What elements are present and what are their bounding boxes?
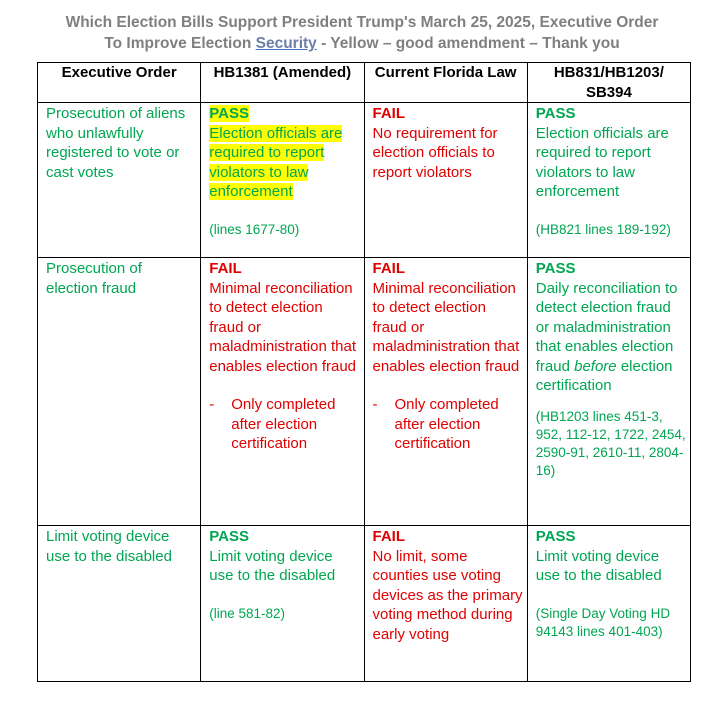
florida-cell	[364, 103, 527, 258]
status-badge: FAIL	[372, 260, 405, 277]
header-hb1381: HB1381 (Amended)	[201, 63, 364, 103]
title-line-1: Which Election Bills Support President Trump's March 25, 2025, Executive Order	[65, 14, 659, 31]
hb1381-cell	[201, 526, 364, 682]
bullet-dash: -	[372, 396, 378, 413]
cell-text-pre: Daily reconciliation to detect election fraud or maladministration that enables election fraud	[535, 279, 678, 375]
line-reference: (Single Day Voting HD 94143 lines 401-403)	[535, 605, 671, 639]
hb1381-cell	[201, 258, 364, 526]
line-reference: (HB821 lines 189-192)	[535, 221, 671, 237]
title-line-2-pre: To Improve Election	[104, 35, 256, 52]
bullet-text: Only completed after election certification	[231, 396, 336, 452]
cell-text: Minimal reconciliation to detect election fraud or maladministration that enables election fraud	[209, 279, 357, 375]
list-item	[373, 395, 523, 454]
line-reference: (HB1203 lines 451-3, 952, 112-12, 1722, 2454, 2590-91, 2610-11, 2804-16)	[535, 408, 686, 478]
cell-text: Limit voting device use to the disabled	[209, 547, 336, 584]
cell-text: Limit voting device use to the disabled	[535, 547, 662, 584]
florida-cell	[364, 258, 527, 526]
header-florida-law: Current Florida Law	[364, 63, 527, 103]
list-item	[209, 395, 359, 454]
bullet-text: Only completed after election certification	[394, 396, 499, 452]
hb831-cell	[527, 258, 690, 526]
cell-text	[536, 279, 686, 396]
status-badge: PASS	[209, 528, 249, 545]
hb1381-cell	[201, 103, 364, 258]
title-line-2-post: - Yellow – good amendment – Thank you	[316, 35, 620, 52]
header-row	[38, 63, 691, 103]
order-cell	[38, 258, 201, 526]
bullet-dash: -	[209, 396, 215, 413]
status-badge: PASS	[209, 105, 249, 122]
order-text: Prosecution of aliens who unlawfully registered to vote or cast votes	[46, 105, 186, 181]
cell-text-italic: before	[574, 357, 617, 375]
status-badge: PASS	[535, 105, 576, 122]
order-text: Prosecution of election fraud	[46, 260, 142, 297]
order-cell	[38, 526, 201, 682]
cell-text: No requirement for election officials to report violators	[372, 124, 498, 181]
document-title	[0, 12, 724, 54]
header-executive-order: Executive Order	[38, 63, 201, 103]
hb831-cell	[527, 103, 690, 258]
hb831-cell	[527, 526, 690, 682]
cell-text: Election officials are required to report violators to law enforcement	[209, 124, 343, 200]
comparison-table	[37, 62, 691, 682]
status-badge: PASS	[535, 528, 576, 545]
cell-text: Election officials are required to report violators to law enforcement	[535, 124, 669, 200]
florida-cell	[364, 526, 527, 682]
header-hb831: HB831/HB1203/ SB394	[527, 63, 690, 103]
order-cell	[38, 103, 201, 258]
status-badge: FAIL	[209, 260, 242, 277]
status-badge: FAIL	[372, 528, 405, 545]
cell-text: Minimal reconciliation to detect election fraud or maladministration that enables election fraud	[372, 279, 520, 375]
line-reference: (line 581-82)	[209, 605, 286, 621]
cell-text-post: election certification	[535, 357, 673, 394]
cell-text: No limit, some counties use voting devices as the primary voting method during early voting	[372, 547, 523, 643]
status-badge: PASS	[535, 260, 576, 277]
table-row	[38, 258, 691, 526]
table-row	[38, 103, 691, 258]
status-badge: FAIL	[372, 105, 405, 122]
line-reference: (lines 1677-80)	[209, 221, 300, 237]
order-text: Limit voting device use to the disabled	[46, 528, 172, 565]
title-line-2	[0, 33, 724, 54]
title-security-link[interactable]: Security	[255, 35, 317, 52]
table-row	[38, 526, 691, 682]
